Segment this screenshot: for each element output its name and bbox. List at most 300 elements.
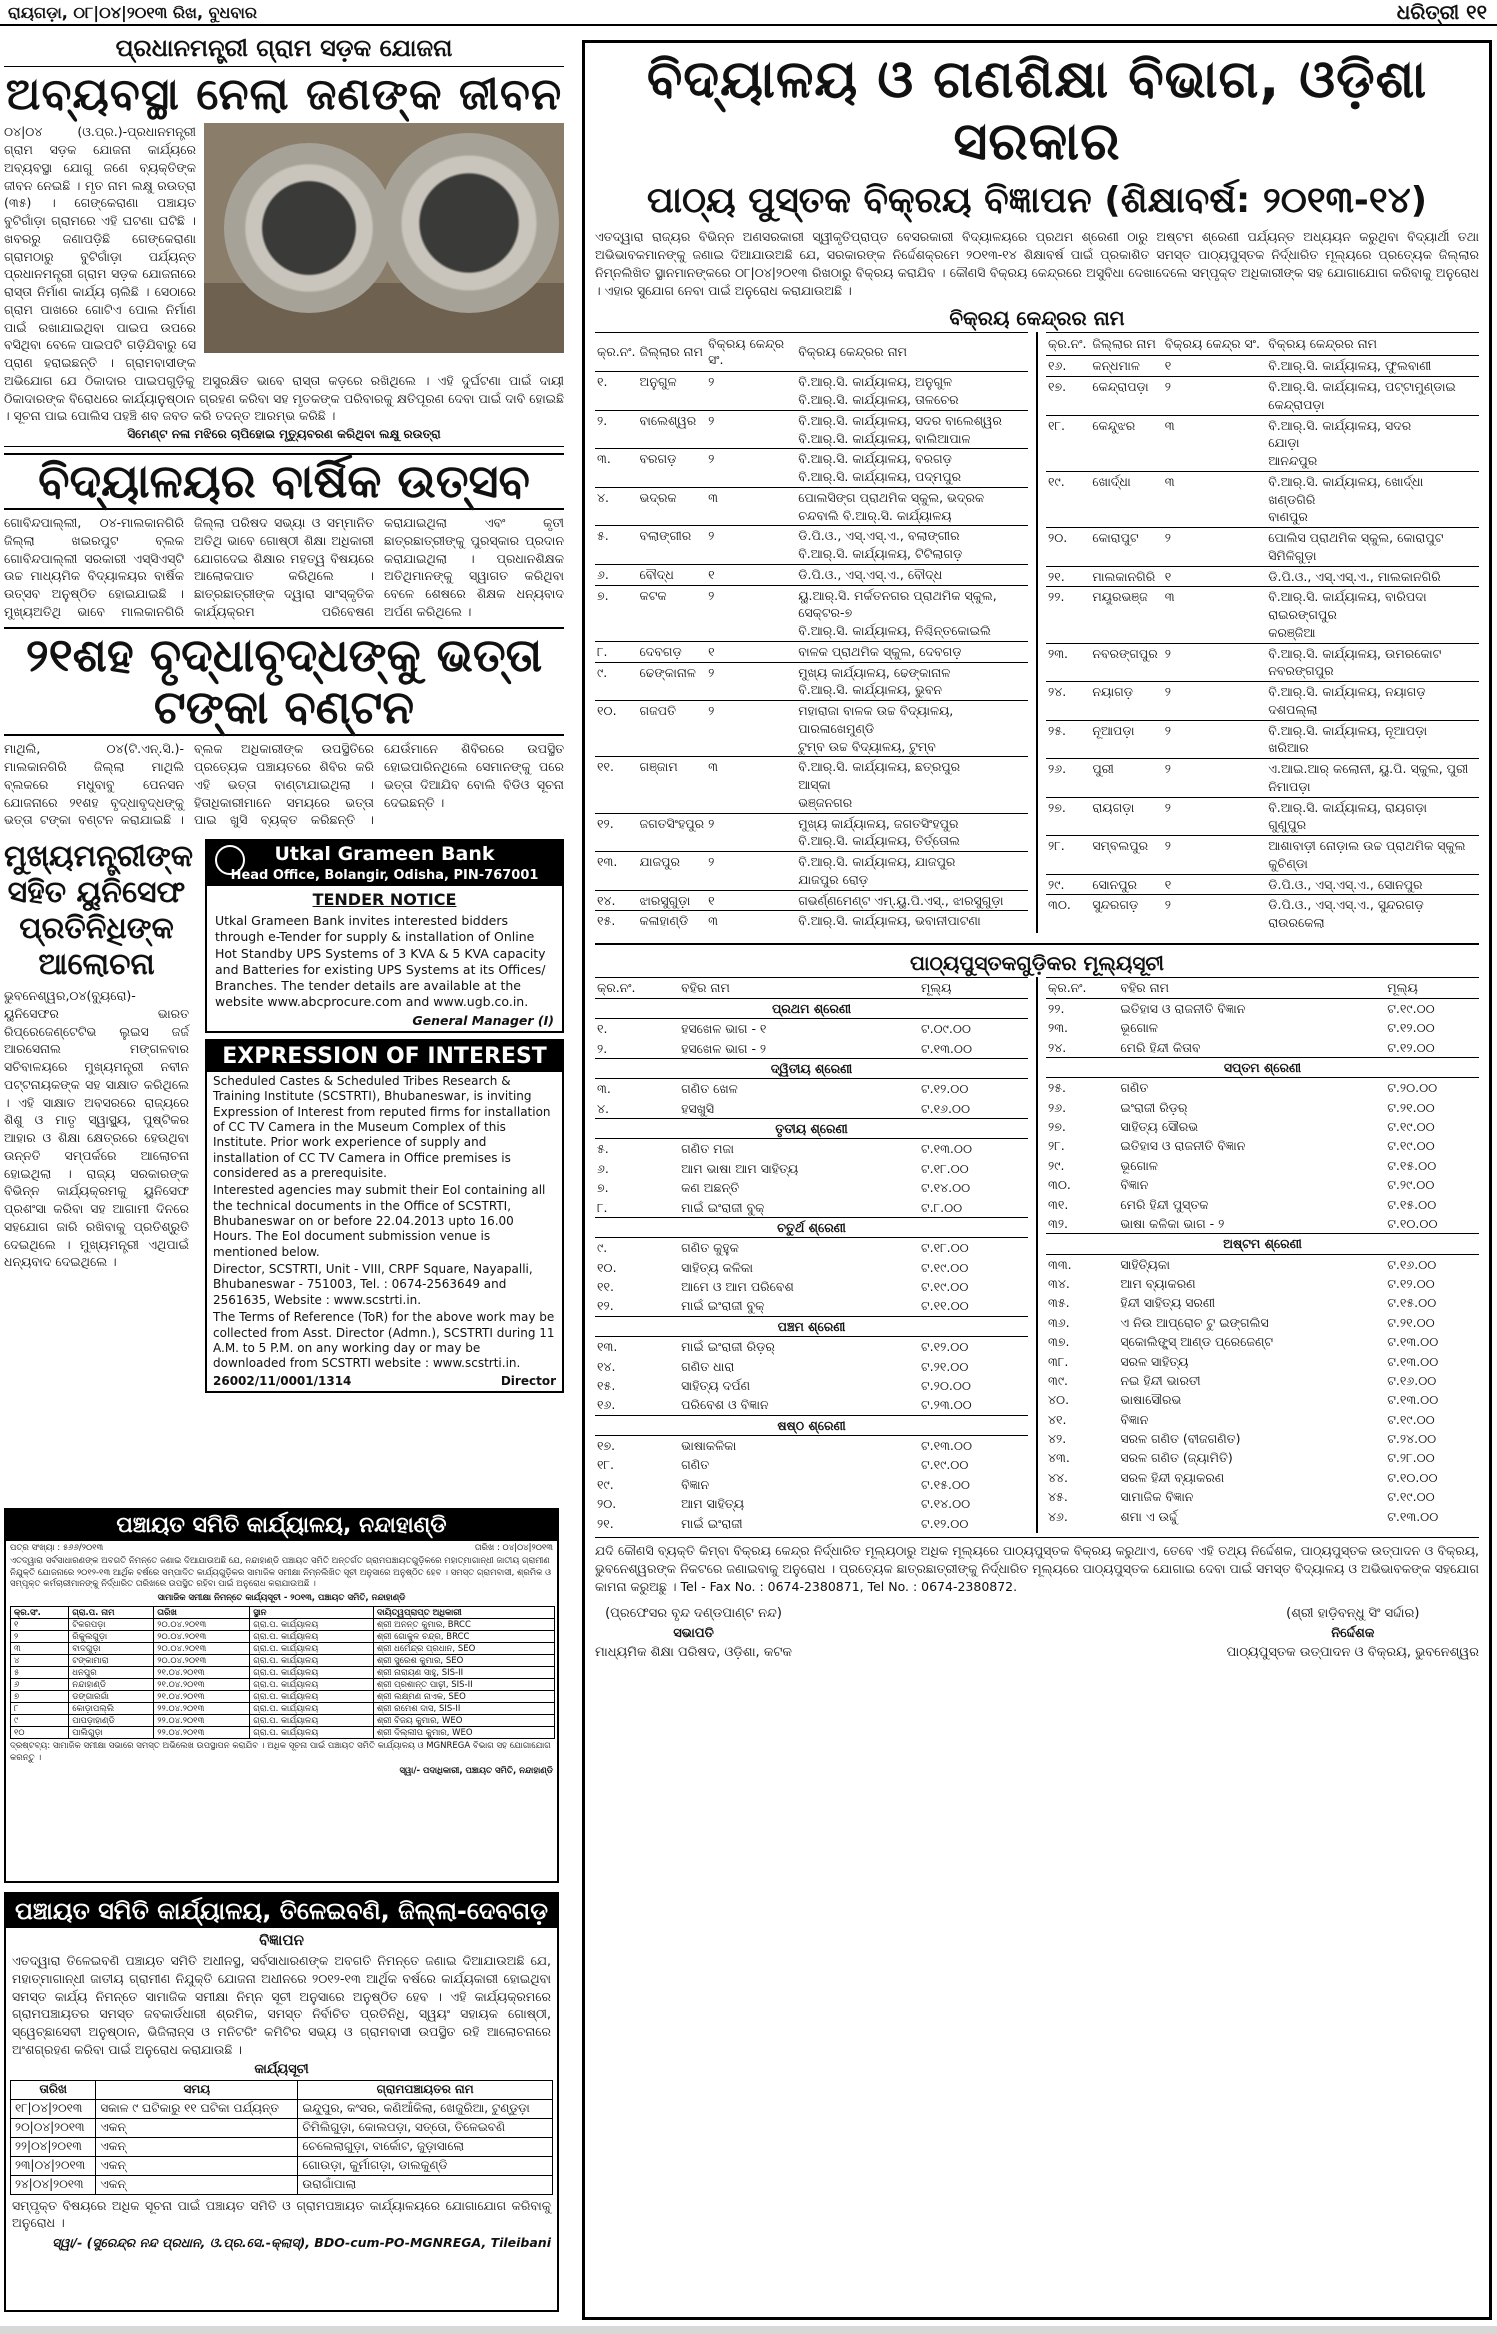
table-cell: ଗ୍ରା.ପ. କାର୍ଯ୍ୟାଳୟ xyxy=(250,1679,374,1691)
table-cell: ୨୦.୦୪.୨୦୧୩ xyxy=(154,1631,250,1643)
table-cell: ଏକନ୍ xyxy=(96,2175,298,2194)
book-price: ଟ.୧୬.୦୦ xyxy=(920,1100,971,1116)
price-cell: ୫. xyxy=(597,1141,609,1157)
grade-row xyxy=(595,1058,1028,1078)
center-header-cell: ବିକ୍ରୟ କେନ୍ଦ୍ରର ନାମ xyxy=(1266,333,1479,356)
center-row xyxy=(1046,471,1479,527)
center-cell: ୨ xyxy=(706,813,796,852)
price-cell: ୨୪. xyxy=(1048,1039,1067,1055)
book-price: ଟ.୧୯.୦୦ xyxy=(1387,1411,1435,1427)
eoi-sign: Director xyxy=(500,1373,556,1388)
eoi-p1: Scheduled Castes & Scheduled Tribes Research & Training Institute (SCSTRTI), Bhubaneswar, is inviting Expression of Interest from reputed firms for installation of CC TV Camera in the Museum Complex of this Institute. Prior work experience of supply and installation of CC TV Camera in Office premises is considered as a prerequisite. xyxy=(213,1073,551,1180)
centers-tables xyxy=(595,332,1479,933)
book-name: ଗଣିତ କୁହୁକ xyxy=(681,1240,739,1256)
center-places: ବି.ଆର୍‌.ସି. କାର୍ଯ୍ୟାଳୟ, ଉମରକୋଟ ନବରଙ୍ଗପୁର xyxy=(1266,643,1479,682)
book-price: ଟ.୧୨.୦୦ xyxy=(1387,1276,1435,1292)
book-price: ଟ.୧୧.୦୦ xyxy=(920,1298,969,1314)
book-price: ଟ.୧୨.୦୦ xyxy=(920,1339,969,1355)
book-price: ଟ.୧୯.୦୦ xyxy=(920,1259,969,1275)
table-row xyxy=(11,2175,553,2194)
center-cell: ୪. xyxy=(595,487,638,526)
price-cell: ୨. xyxy=(597,1040,608,1056)
table-cell: ଡଙ୍ଗାରଗାଁ xyxy=(69,1691,154,1703)
price-cell: ୩୪. xyxy=(1048,1276,1070,1292)
book-price: ଟ.୨୦.୦୦ xyxy=(1387,1080,1438,1096)
table-cell: ଚିମିଲିଗୁଡ଼ା, କୋଲପଡ଼ା, ସତ୍ତୋ, ତିଳେଇବଣି xyxy=(298,2118,553,2137)
center-cell: ୧୮. xyxy=(1046,415,1090,471)
center-cell: ବାଲେଶ୍ୱର xyxy=(638,410,707,449)
book-price: ଟ.୧୨.୦୦ xyxy=(1387,1039,1435,1055)
center-header-cell: ଜିଲ୍ଲାର ନାମ xyxy=(638,333,707,372)
book-name: ହିନ୍ଦୀ ସାହିତ୍ୟ ସରଣୀ xyxy=(1120,1295,1216,1311)
price-cell: ୮. xyxy=(597,1199,608,1215)
price-row xyxy=(1046,1136,1479,1155)
nandahandi-table-title: ସାମାଜିକ ସମୀକ୍ଷା ନିମନ୍ତେ କାର୍ଯ୍ୟସୂଚୀ - ୨୦୧୩, ପଞ୍ଚାୟତ ସମିତି, ନନ୍ଦାହାଣ୍ଡି xyxy=(157,1592,406,1603)
center-row xyxy=(1046,759,1479,798)
center-places: ବି.ଆର୍‌.ସି. କାର୍ଯ୍ୟାଳୟ, ଯାଜପୁର ଯାଜପୁର ରୋଡ଼ xyxy=(796,852,1028,891)
nandahandi-text: ଏତଦ୍ୱାରା ସର୍ବସାଧାରଣଙ୍କ ଅବଗତି ନିମନ୍ତେ ଜଣାଇ ଦିଆଯାଉଅଛି ଯେ, ନନ୍ଦାହାଣ୍ଡି ପଞ୍ଚାୟତ ସମିତି ଅନ୍ତର୍ଗତ ଗ୍ରାମପଞ୍ଚାୟତଗୁଡ଼ିକରେ ମହାତ୍ମାଗାନ୍ଧୀ ଜାତୀୟ ଗ୍ରାମୀଣ ନିଯୁକ୍ତି ଯୋଜନାରେ ୨୦୧୨-୧୩ ଆର୍ଥିକ ବର୍ଷରେ ସମ୍ପାଦିତ କାର୍ଯ୍ୟଗୁଡ଼ିକର ସାମାଜିକ ସମୀକ୍ଷା ନିମ୍ନଲିଖିତ ସୂଚୀ ଅନୁସାରେ ଅନୁଷ୍ଠିତ ହେବ । ସମସ୍ତ ଗ୍ରାମବାସୀ, ଶ୍ରମିକ ଓ ସମ୍ପୃକ୍ତ କର୍ମଚାରୀମାନଙ୍କୁ ନିର୍ଦ୍ଧାରିତ ତାରିଖରେ ଉପସ୍ଥିତ ରହିବା ପାଇଁ ଅନୁରୋଧ କରାଯାଉଅଛି । xyxy=(10,1556,552,1590)
table-cell: ଏକନ୍ xyxy=(96,2137,298,2156)
center-cell: ୭. xyxy=(595,585,638,641)
price-cell: ୨୨. xyxy=(1048,1000,1065,1016)
book-price: ଟ.୧୨.୦୦ xyxy=(1387,1020,1435,1036)
center-cell: ୨୪. xyxy=(1046,682,1090,721)
center-header-cell: ବିକ୍ରୟ କେନ୍ଦ୍ରର ନାମ xyxy=(796,333,1028,372)
center-cell: ମୟୂରଭଞ୍ଜ xyxy=(1090,587,1162,643)
book-name: ଆମ ଭାଷା ଆମ ସାହିତ୍ୟ xyxy=(681,1160,799,1176)
nandahandi-title: ପଞ୍ଚାୟତ ସମିତି କାର୍ଯ୍ୟାଳୟ, ନନ୍ଦାହାଣ୍ଡି xyxy=(6,1510,557,1541)
center-cell: ୧୦. xyxy=(595,701,638,757)
table-cell: ୨୨.୦୪.୨୦୧୩ xyxy=(154,1703,250,1715)
center-row xyxy=(595,410,1028,449)
price-row xyxy=(595,1039,1028,1059)
grade-label: ପ୍ରଥମ ଶ୍ରେଣୀ xyxy=(595,998,1028,1018)
center-places: ବି.ଆର୍‌.ସି. କାର୍ଯ୍ୟାଳୟ, ପଟ୍ଟାମୁଣ୍ଡାଇ କେନ୍ଦ୍ରାପଡ଼ା xyxy=(1266,377,1479,416)
center-places: ଡି.ପି.ଓ., ଏସ୍‌.ଏସ୍‌.ଏ., ବଲାଙ୍ଗୀର ବି.ଆର୍‌.ସି. କାର୍ଯ୍ୟାଳୟ, ଟିଟିଲାଗଡ଼ xyxy=(796,526,1028,565)
book-price: ଟ.୨୯.୦୦ xyxy=(1387,1177,1435,1193)
price-row xyxy=(1046,1117,1479,1136)
center-cell: ୯. xyxy=(595,662,638,701)
price-cell: ୨୬. xyxy=(1048,1099,1067,1115)
center-cell: ବୌଦ୍ଧ xyxy=(638,564,707,585)
center-row xyxy=(1046,566,1479,587)
center-row xyxy=(595,487,1028,526)
table-cell: ଗ୍ରା.ପ. କାର୍ଯ୍ୟାଳୟ xyxy=(250,1703,374,1715)
centers-table-left xyxy=(595,332,1028,931)
bank-name: Utkal Grameen Bank xyxy=(207,841,562,867)
photo-caption: ସିମେଣ୍ଟ ନଳା ମଝିରେ ଚାପିହୋଇ ମୃତ୍ୟୁବରଣ କରିଥିବା ଲକ୍ଷୁ ରଉତ୍ରା xyxy=(4,425,564,447)
center-row xyxy=(1046,682,1479,721)
center-row xyxy=(1046,356,1479,377)
book-name: ମେରି ହିନ୍ଦୀ ପୁସ୍ତକ xyxy=(1120,1196,1209,1212)
book-price: ଟ.୧୦.୦୦ xyxy=(1387,1469,1438,1485)
table-cell: ଗ୍ରା.ପ. କାର୍ଯ୍ୟାଳୟ xyxy=(250,1631,374,1643)
table-cell: ୯ xyxy=(11,1715,69,1727)
price-row xyxy=(1046,1078,1479,1098)
center-cell: ୨୧. xyxy=(1046,566,1090,587)
center-cell: ଢେଙ୍କାନାଳ xyxy=(638,662,707,701)
center-row xyxy=(595,757,1028,813)
center-cell: ରାୟଗଡ଼ା xyxy=(1090,797,1162,836)
center-cell: ଜଗତସିଂହପୁର xyxy=(638,813,707,852)
center-places: ବି.ଆର୍‌.ସି. କାର୍ଯ୍ୟାଳୟ, ସଦର ଯୋଡ଼ା ଆନନ୍ଦପୁର xyxy=(1266,415,1479,471)
book-price: ଟ.୧୫.୦୦ xyxy=(1387,1295,1437,1311)
tender-sign: General Manager (I) xyxy=(412,1012,554,1028)
price-row xyxy=(595,1337,1028,1357)
book-price: ଟ.୧୨.୦୦ xyxy=(920,1081,969,1097)
price-cell: ୨୧. xyxy=(597,1515,614,1531)
book-name: ବିଜ୍ଞାନ xyxy=(1120,1411,1149,1427)
book-name: ସରଳ ଗଣିତ (ବୀଜଗଣିତ) xyxy=(1120,1431,1241,1447)
book-name: ଭୂଗୋଳ xyxy=(1120,1020,1158,1036)
center-cell: ପୁରୀ xyxy=(1090,759,1162,798)
bank-logo-icon xyxy=(215,845,245,875)
price-row xyxy=(1046,1313,1479,1332)
eoi-notice xyxy=(205,1039,564,1393)
center-row xyxy=(595,911,1028,931)
book-name: ଇତିହାସ ଓ ରାଜନୀତି ବିଜ୍ଞାନ xyxy=(1120,1138,1246,1154)
center-cell: ସମ୍ବଲପୁର xyxy=(1090,836,1162,875)
article3-headline: ୨୧ଶହ ବୃଦ୍ଧାବୃଦ୍ଧଙ୍କୁ ଭତ୍ତା ଟଙ୍କା ବଣ୍ଟନ xyxy=(4,627,564,737)
book-price: ଟ.୧୯.୦୦ xyxy=(1387,1489,1435,1505)
book-price: ଟ.୧୩.୦୦ xyxy=(1387,1392,1439,1408)
center-cell: କଳାହାଣ୍ଡି xyxy=(638,911,707,931)
center-cell: ଦେବଗଡ଼ xyxy=(638,641,707,662)
center-cell: ୨ xyxy=(1163,759,1267,798)
table-row xyxy=(11,1619,555,1631)
center-cell: ୨୬. xyxy=(1046,759,1090,798)
center-places: ଡି.ପି.ଓ., ଏସ୍‌.ଏସ୍‌.ଏ., ସୁନ୍ଦରଗଡ଼ ରାଉରକେଲା xyxy=(1266,895,1479,933)
table-cell: ୨୦.୦୪.୨୦୧୩ xyxy=(154,1619,250,1631)
table-cell: ୨୨|୦୪|୨୦୧୩ xyxy=(11,2137,96,2156)
nandahandi-header-cell: ଦାୟିତ୍ୱପ୍ରାପ୍ତ ଅଧିକାରୀ xyxy=(373,1607,554,1619)
book-name: ସରଳ ହିନ୍ଦୀ ବ୍ୟାକରଣ xyxy=(1120,1469,1225,1485)
center-cell: କୋରାପୁଟ xyxy=(1090,528,1162,567)
book-name: କଣ ଅଛନ୍ତି xyxy=(681,1180,740,1196)
notice-title: ବିଦ୍ୟାଳୟ ଓ ଗଣଶିକ୍ଷା ବିଭାଗ, ଓଡ଼ିଶା ସରକାର xyxy=(646,50,1428,173)
price-row xyxy=(1046,1195,1479,1214)
center-cell: ୨ xyxy=(706,662,796,701)
price-cell: ୯. xyxy=(597,1240,608,1256)
notice-intro: ଏତଦ୍ୱାରା ରାଜ୍ୟର ବିଭିନ୍ନ ଅଣସରକାରୀ ସ୍ୱୀକୃତିପ୍ରାପ୍ତ ବେସରକାରୀ ବିଦ୍ୟାଳୟରେ ପ୍ରଥମ ଶ୍ରେଣୀ ଠାରୁ ଅଷ୍ଟମ ଶ୍ରେଣୀ ପର୍ଯ୍ୟନ୍ତ ଅଧ୍ୟୟନ କରୁଥିବା ବିଦ୍ୟାର୍ଥୀ ତଥା ଅଭିଭାବକମାନଙ୍କୁ ଜଣାଇ ଦିଆଯାଉଅଛି ଯେ, ସରକାରଙ୍କ ନିର୍ଦ୍ଦେଶକ୍ରମେ ୨୦୧୩-୧୪ ଶିକ୍ଷାବର୍ଷ ପାଇଁ ପ୍ରକାଶିତ ସମସ୍ତ ପାଠ୍ୟପୁସ୍ତକ ନିର୍ଦ୍ଧାରିତ ମୂଲ୍ୟରେ ପ୍ରତ୍ୟେକ ଜିଲ୍ଲାର ନିମ୍ନଲିଖିତ ସ୍ଥାନମାନଙ୍କରେ ୦୮|୦୪|୨୦୧୩ ରିଖଠାରୁ ବିକ୍ରୟ କରାଯିବ । କୌଣସି ବିକ୍ରୟ କେନ୍ଦ୍ରରେ ଅସୁବିଧା ଦେଖାଦେଲେ ସମ୍ପୃକ୍ତ ଅଧିକାରୀଙ୍କ ସହ ଯୋଗାଯୋଗ କରିବାକୁ ଅନୁରୋଧ । ଏହାର ସୁଯୋଗ ନେବା ପାଇଁ ଅନୁରୋଧ କରାଯାଉଅଛି । xyxy=(595,228,1479,299)
table-cell: ଶ୍ରୀ ପ୍ରଶାନ୍ତ ପାଢ଼ୀ, SIS-II xyxy=(373,1679,554,1691)
price-cell: ୩୭. xyxy=(1048,1334,1070,1350)
notice-subtitle: ପାଠ୍ୟ ପୁସ୍ତକ ବିକ୍ରୟ ବିଜ୍ଞାପନ (ଶିକ୍ଷାବର୍ଷ: ୨୦୧୩-୧୪) xyxy=(646,179,1428,221)
table-cell: ନନ୍ଦାହାଣ୍ଡି xyxy=(69,1679,154,1691)
table-cell: ୧୦ xyxy=(11,1727,69,1739)
tileibani-notice xyxy=(4,1892,559,2312)
price-cell: ୧୪. xyxy=(597,1358,616,1374)
center-cell: ମାଲକାନଗିରି xyxy=(1090,566,1162,587)
nandahandi-sign: ସ୍ୱା/- ପଦାଧିକାରୀ, ପଞ୍ଚାୟତ ସମିତି, ନନ୍ଦାହାଣ୍ଡି xyxy=(399,1766,553,1777)
table-cell: ଗ୍ରା.ପ. କାର୍ଯ୍ୟାଳୟ xyxy=(250,1715,374,1727)
book-price: ଟ.୧୩.୦୦ xyxy=(920,1438,973,1454)
table-cell: ଇନ୍ଦୁପୁର, କଂସର, କଣିଆଁକିଲା, ଖେଜୁରିଆ, ଟୁଣ୍ଡୁଡ଼ା xyxy=(298,2099,553,2118)
price-header-cell: ମୂଲ୍ୟ xyxy=(919,977,1028,998)
nandahandi-notice xyxy=(4,1508,559,1883)
center-cell: ୩ xyxy=(1163,587,1267,643)
table-cell: ୨ xyxy=(11,1631,69,1643)
grade-row xyxy=(595,1415,1028,1435)
table-cell: ଗ୍ରା.ପ. କାର୍ଯ୍ୟାଳୟ xyxy=(250,1727,374,1739)
price-cell: ୧. xyxy=(597,1021,608,1037)
center-cell: ୨୦. xyxy=(1046,528,1090,567)
price-row xyxy=(595,1258,1028,1277)
price-row xyxy=(595,1277,1028,1296)
price-row xyxy=(595,1376,1028,1395)
center-cell: ୨ xyxy=(706,701,796,757)
grade-row xyxy=(1046,1234,1479,1254)
table-cell: ଟିକରପଡ଼ା xyxy=(69,1619,154,1631)
centers-heading: ବିକ୍ରୟ କେନ୍ଦ୍ରର ନାମ xyxy=(949,306,1125,331)
book-price: ଟ.୧୬.୦୦ xyxy=(1387,1372,1437,1388)
center-row xyxy=(1046,377,1479,416)
notice-footer: ଯଦି କୌଣସି ବ୍ୟକ୍ତି କିମ୍ବା ବିକ୍ରୟ କେନ୍ଦ୍ର ନିର୍ଦ୍ଧାରିତ ମୂଲ୍ୟଠାରୁ ଅଧିକ ମୂଲ୍ୟରେ ପାଠ୍ୟପୁସ୍ତକ ବିକ୍ରୟ କରୁଥାଏ, ତେବେ ଏହି ତଥ୍ୟ ନିର୍ଦ୍ଦେଶକ, ପାଠ୍ୟପୁସ୍ତକ ଉତ୍ପାଦନ ଓ ବିକ୍ରୟ, ଭୁବନେଶ୍ୱରଙ୍କ ନିକଟରେ ଜଣାଇବାକୁ ଅନୁରୋଧ । ପ୍ରତ୍ୟେକ ଛାତ୍ରଛାତ୍ରୀଙ୍କୁ ନିର୍ଦ୍ଧାରିତ ମୂଲ୍ୟରେ ପାଠ୍ୟପୁସ୍ତକ ଯୋଗାଇ ଦେବା ପାଇଁ ସମସ୍ତ ବିଦ୍ୟାଳୟ ଓ ଅଭିଭାବକଙ୍କ ସହଯୋଗ କାମନା କରୁଅଛୁ । Tel - Fax No. : 0674-2380871, Tel No. : 0674-2380872. xyxy=(595,1537,1479,1596)
book-name: ନଇ ହିନ୍ଦୀ ଭାରତୀ xyxy=(1120,1372,1201,1388)
page-number: ଧରିତ୍ରୀ ୧୧ xyxy=(1396,0,1487,24)
table-cell: ଶ୍ରୀ ଗୋକୁଳ ଚନ୍ଦ୍ର, BRCC xyxy=(373,1631,554,1643)
center-cell: ୧୩. xyxy=(595,852,638,891)
book-name: ମାଇଁ ଇଂରାଜୀ xyxy=(681,1515,743,1531)
table-row xyxy=(11,1691,555,1703)
center-places: ଡି.ପି.ଓ., ଏସ୍‌.ଏସ୍‌.ଏ., ସୋନପୁର xyxy=(1266,874,1479,895)
price-header-cell: ବହିର ନାମ xyxy=(1118,977,1385,998)
center-cell: ୩ xyxy=(706,487,796,526)
book-name: ଇତିହାସ ଓ ରାଜନୀତି ବିଜ୍ଞାନ xyxy=(1120,1000,1246,1016)
center-places: ବି.ଆର୍‌.ସି. କାର୍ଯ୍ୟାଳୟ, ଫୁଲବାଣୀ xyxy=(1266,356,1479,377)
grade-label: ଅଷ୍ଟମ ଶ୍ରେଣୀ xyxy=(1046,1234,1479,1254)
price-cell: ୬. xyxy=(597,1160,609,1176)
table-cell: ୨୧.୦୪.୨୦୧୩ xyxy=(154,1679,250,1691)
price-row xyxy=(1046,1214,1479,1234)
book-price: ଟ.୨୧.୦୦ xyxy=(920,1358,969,1374)
table-cell: ଗ୍ରା.ପ. କାର୍ଯ୍ୟାଳୟ xyxy=(250,1619,374,1631)
price-cell: ୧୬. xyxy=(597,1397,616,1413)
nandahandi-header-cell: ତାରିଖ xyxy=(154,1607,250,1619)
book-price: ଟ.୧୯.୦୦ xyxy=(1387,1000,1435,1016)
price-header-cell: ମୂଲ୍ୟ xyxy=(1385,977,1479,998)
grade-label: ସପ୍ତମ ଶ୍ରେଣୀ xyxy=(1046,1057,1479,1077)
table-cell: ୨୦.୦୪.୨୦୧୩ xyxy=(154,1643,250,1655)
book-price: ଟ.୧୪.୦୦ xyxy=(920,1496,971,1512)
masthead xyxy=(0,0,1497,26)
table-cell: ୭ xyxy=(11,1691,69,1703)
tileibani-bottom: ସମ୍ପୃକ୍ତ ବିଷୟରେ ଅଧିକ ସୂଚନା ପାଇଁ ପଞ୍ଚାୟତ ସମିତି ଓ ଗ୍ରାମପଞ୍ଚାୟତ କାର୍ଯ୍ୟାଳୟରେ ଯୋଗାଯୋଗ କରିବାକୁ ଅନୁରୋଧ । xyxy=(12,2197,551,2231)
center-cell: ୨୯. xyxy=(1046,874,1090,895)
book-price: ଟ.୧୦.୦୦ xyxy=(1387,1215,1438,1231)
book-price: ଟ.୨୧.୦୦ xyxy=(1387,1099,1435,1115)
table-cell: ଟଙ୍କାମାରା xyxy=(69,1655,154,1667)
center-places: ବି.ଆର୍‌.ସି. କାର୍ଯ୍ୟାଳୟ, ବରଗଡ଼ ବି.ଆର୍‌.ସି. କାର୍ଯ୍ୟାଳୟ, ପଦ୍ମପୁର xyxy=(796,449,1028,488)
eoi-p3: Director, SCSTRTI, Unit - VIII, CRPF Square, Nayapalli, Bhubaneswar - 751003, Tel. : 0674-2563649 and 2561635, Website : www.scstrti.in. xyxy=(213,1262,533,1307)
center-places: ବି.ଆର୍‌.ସି. କାର୍ଯ୍ୟାଳୟ, ଅନୁଗୁଳ ବି.ଆର୍‌.ସି. କାର୍ଯ୍ୟାଳୟ, ତାଳଚେର xyxy=(796,372,1028,411)
signature-left: (ପ୍ରଫେସର ବୃନ୍ଦ ଦଣ୍ଡପାଣ୍ଟ ନନ୍ଦ) ସଭାପତି ମାଧ୍ୟମିକ ଶିକ୍ଷା ପରିଷଦ, ଓଡ଼ିଶା, କଟକ xyxy=(595,1606,793,1661)
center-cell: ନୂଆପଡ଼ା xyxy=(1090,720,1162,759)
price-cell: ୨୫. xyxy=(1048,1080,1066,1096)
book-name: ଭାଷାସୌରଭ xyxy=(1120,1392,1182,1408)
table-cell: ଧନପୁର xyxy=(69,1667,154,1679)
article1-kicker: ପ୍ରଧାନମନ୍ତ୍ରୀ ଗ୍ରାମ ସଡ଼କ ଯୋଜନା xyxy=(4,30,564,67)
table-cell: ଏକନ୍ xyxy=(96,2118,298,2137)
book-name: ହସଖୁସି xyxy=(681,1100,715,1116)
center-places: ବି.ଆର୍‌.ସି. କାର୍ଯ୍ୟାଳୟ, ରାୟଗଡ଼ା ଗୁଣୁପୁର xyxy=(1266,797,1479,836)
center-row xyxy=(595,526,1028,565)
center-cell: ୨ xyxy=(706,526,796,565)
price-row xyxy=(595,1395,1028,1415)
book-price: ଟ.୧୯.୦୦ xyxy=(920,1457,969,1473)
center-cell: ୨୫. xyxy=(1046,720,1090,759)
price-row xyxy=(595,1514,1028,1533)
price-cell: ୪. xyxy=(597,1100,609,1116)
book-name: ଗଣିତ ମଜା xyxy=(681,1141,734,1157)
center-cell: ଗଞ୍ଜାମ xyxy=(638,757,707,813)
price-cell: ୨୭. xyxy=(1048,1119,1066,1135)
price-cell: ୪୫. xyxy=(1048,1489,1068,1505)
grade-label: ଷଷ୍ଠ ଶ୍ରେଣୀ xyxy=(595,1415,1028,1435)
book-name: ମାଇଁ ଇଂରାଜୀ ବୁକ୍ xyxy=(681,1199,765,1215)
center-cell: ୨୨. xyxy=(1046,587,1090,643)
book-name: ବିଜ୍ଞାନ xyxy=(681,1476,710,1492)
center-cell: ୩ xyxy=(706,757,796,813)
table-cell: ଗ୍ରା.ପ. କାର୍ଯ୍ୟାଳୟ xyxy=(250,1691,374,1703)
center-row xyxy=(595,641,1028,662)
book-price: ଟ.୧୩.୦୦ xyxy=(1387,1334,1439,1350)
book-name: ଆମ ବ୍ୟାକରଣ xyxy=(1120,1276,1196,1292)
center-cell: ୬. xyxy=(595,564,638,585)
nandahandi-header-cell: ସ୍ଥାନ xyxy=(250,1607,374,1619)
center-header-cell: ବିକ୍ରୟ କେନ୍ଦ୍ର ସଂ. xyxy=(706,333,796,372)
center-row xyxy=(595,662,1028,701)
center-cell: ୨୩. xyxy=(1046,643,1090,682)
tileibani-title: ପଞ୍ଚାୟତ ସମିତି କାର୍ଯ୍ୟାଳୟ, ତିଳେଇବଣି, ଜିଲ୍ଲା-ଦେବଗଡ଼ xyxy=(6,1894,557,1928)
price-cell: ୧୩. xyxy=(597,1339,618,1355)
table-cell: ଏକନ୍ xyxy=(96,2156,298,2175)
price-row xyxy=(1046,1018,1479,1037)
price-row xyxy=(595,1494,1028,1513)
book-price: ଟ.୧୩.୦୦ xyxy=(920,1141,973,1157)
center-places: ବି.ଆର୍‌.ସି. କାର୍ଯ୍ୟାଳୟ, ବାରିପଦା ରାଇରଙ୍ଗପୁର କରଞ୍ଜିଆ xyxy=(1266,587,1479,643)
center-cell: କେନ୍ଦ୍ରାପଡ଼ା xyxy=(1090,377,1162,416)
center-cell: ୧ xyxy=(706,564,796,585)
center-cell: ୨ xyxy=(706,585,796,641)
price-cell: ୩୦. xyxy=(1048,1177,1071,1193)
book-price: ଟ.୧୩.୦୦ xyxy=(1387,1353,1439,1369)
book-name: ଗଣିତ xyxy=(1120,1080,1149,1096)
center-row xyxy=(1046,528,1479,567)
page-bottom-strip xyxy=(0,2326,1497,2334)
center-places: ବାଳକ ପ୍ରାଥମିକ ସ୍କୁଲ, ଦେବଗଡ଼ xyxy=(796,641,1028,662)
price-cell: ୧୨. xyxy=(597,1298,614,1314)
price-row xyxy=(595,1079,1028,1099)
table-cell: ୨୧.୦୪.୨୦୧୩ xyxy=(154,1691,250,1703)
table-cell: ଉରାଗାଁପାଲା xyxy=(298,2175,553,2194)
center-places: ବି.ଆର୍‌.ସି. କାର୍ଯ୍ୟାଳୟ, ନୂଆପଡ଼ା ଖରିଆର xyxy=(1266,720,1479,759)
center-cell: ୧ xyxy=(1163,356,1267,377)
table-cell: ପାପଡ଼ାହାଣ୍ଡି xyxy=(69,1715,154,1727)
center-cell: ଝାରସୁଗୁଡ଼ା xyxy=(638,890,707,911)
center-cell: ୧ xyxy=(706,641,796,662)
book-name: ଇଂରାଜୀ ରିଡ଼ର୍ xyxy=(1120,1099,1188,1115)
book-name: ଗଣିତ xyxy=(681,1457,710,1473)
center-row xyxy=(595,852,1028,891)
eoi-ref: 26002/11/0001/1314 xyxy=(213,1373,352,1388)
table-cell: ଶ୍ରୀ ନାରାୟଣ ସାହୁ, SIS-II xyxy=(373,1667,554,1679)
book-name: ଭାଷା କଳିକା ଭାଗ - ୨ xyxy=(1120,1215,1225,1231)
price-row xyxy=(1046,1038,1479,1058)
nandahandi-date: ତାରିଖ : ୦୪|୦୪|୨୦୧୩ xyxy=(474,1543,553,1553)
eoi-title: EXPRESSION OF INTEREST xyxy=(207,1041,562,1072)
book-price: ଟ.୧୬.୦୦ xyxy=(1387,1256,1437,1272)
price-row xyxy=(1046,1448,1479,1467)
price-row xyxy=(1046,998,1479,1018)
table-cell: ଗ୍ରା.ପ. କାର୍ଯ୍ୟାଳୟ xyxy=(250,1667,374,1679)
table-cell: ୧୮|୦୪|୨୦୧୩ xyxy=(11,2099,96,2118)
center-row xyxy=(1046,797,1479,836)
signature-right: (ଶ୍ରୀ ହାଡ଼ିବନ୍ଧୁ ସିଂ ସର୍ଦ୍ଦାର) ନିର୍ଦ୍ଦେଶକ ପାଠ୍ୟପୁସ୍ତକ ଉତ୍ପାଦନ ଓ ବିକ୍ରୟ, ଭୁବନେଶ୍ୱର xyxy=(1226,1606,1479,1661)
table-cell: ଶ୍ରୀ ବିଜୟ କୁମାର, WEO xyxy=(373,1715,554,1727)
table-cell: ୨୨.୦୪.୨୦୧୩ xyxy=(154,1715,250,1727)
price-cell: ୨୯. xyxy=(1048,1157,1065,1173)
book-price: ଟ.୧୩.୦୦ xyxy=(920,1040,973,1056)
price-cell: ୪୪. xyxy=(1048,1469,1068,1485)
table-cell: ୫ xyxy=(11,1667,69,1679)
grade-row xyxy=(595,1217,1028,1237)
center-places: ପୋଲସିଙ୍ଗ ପ୍ରାଥମିକ ସ୍କୁଲ, ଭଦ୍ରକ ଚନ୍ଦବାଲି ବି.ଆର୍‌.ସି. କାର୍ଯ୍ୟାଳୟ xyxy=(796,487,1028,526)
table-cell: ୬ xyxy=(11,1679,69,1691)
tileibani-header-cell: ତାରିଖ xyxy=(11,2080,96,2099)
table-cell: ୨୪|୦୪|୨୦୧୩ xyxy=(11,2175,96,2194)
tileibani-header-cell: ଗ୍ରାମପଞ୍ଚାୟତର ନାମ xyxy=(298,2080,553,2099)
table-row xyxy=(11,1631,555,1643)
bank-office: Head Office, Bolangir, Odisha, PIN-767001 xyxy=(207,867,562,886)
center-cell: ୧ xyxy=(706,890,796,911)
book-name: ହସଖେଳ ଭାଗ - ୧ xyxy=(681,1021,767,1037)
table-row xyxy=(11,1679,555,1691)
table-cell: ୧ xyxy=(11,1619,69,1631)
book-name: ମେରି ହିନ୍ଦୀ କିତାବ xyxy=(1120,1039,1201,1055)
nandahandi-header-cell: ଗ୍ରା.ପ. ନାମ xyxy=(69,1607,154,1619)
center-cell: ଯାଜପୁର xyxy=(638,852,707,891)
center-row xyxy=(595,449,1028,488)
nandahandi-ref: ପତ୍ର ସଂଖ୍ୟା : ୫୬୬/୨୦୧୩ xyxy=(10,1543,104,1553)
table-row xyxy=(11,2099,553,2118)
center-cell: ବରଗଡ଼ xyxy=(638,449,707,488)
book-name: ଗଣିତ ଧାରା xyxy=(681,1358,735,1374)
center-cell: ୨ xyxy=(1163,797,1267,836)
price-cell: ୩୬. xyxy=(1048,1314,1070,1330)
price-row xyxy=(595,1099,1028,1119)
nandahandi-table xyxy=(10,1606,555,1739)
pipe-photo xyxy=(204,123,564,353)
article2-headline: ବିଦ୍ୟାଳୟର ବାର୍ଷିକ ଉତ୍ସବ xyxy=(4,453,564,510)
textbook-sale-notice xyxy=(582,40,1492,2320)
article4-body: ଭୁବନେଶ୍ୱର,୦୪(ବ୍ୟୁରୋ)- ୟୁନିସେଫର ଭାରତ ରିପ୍ରେଜେଣ୍ଟେଟିଭ ଲୁଇସ ଜର୍ଜ ଆରସେନାଲ ମଙ୍ଗଳବାର ସଚିବାଳୟରେ ମୁଖ୍ୟମନ୍ତ୍ରୀ ନବୀନ ପଟ୍ଟନାୟକଙ୍କ ସହ ସାକ୍ଷାତ କରିଥିଲେ । ଏହି ସାକ୍ଷାତ ଅବସରରେ ରାଜ୍ୟରେ ଶିଶୁ ଓ ମାତୃ ସ୍ୱାସ୍ଥ୍ୟ, ପୁଷ୍ଟିକର ଆହାର ଓ ଶିକ୍ଷା କ୍ଷେତ୍ରରେ ହେଉଥିବା ଉନ୍ନତି ସମ୍ପର୍କରେ ଆଲୋଚନା ହୋଇଥିଲା । ରାଜ୍ୟ ସରକାରଙ୍କ ବିଭିନ୍ନ କାର୍ଯ୍ୟକ୍ରମକୁ ୟୁନିସେଫ ପ୍ରଶଂସା କରିବା ସହ ଆଗାମୀ ଦିନରେ ସହଯୋଗ ଜାରି ରଖିବାକୁ ପ୍ରତିଶ୍ରୁତି ଦେଇଥିଲେ । ମୁଖ୍ୟମନ୍ତ୍ରୀ ଏଥିପାଇଁ ଧନ୍ୟବାଦ ଦେଇଥିଲେ । xyxy=(4,988,189,1270)
center-cell: ୨ xyxy=(706,449,796,488)
grade-label: ଦ୍ୱିତୀୟ ଶ୍ରେଣୀ xyxy=(595,1058,1028,1078)
table-cell: ଶ୍ରୀ ଧର୍ମେନ୍ଦ୍ର ପ୍ରଧାନ, SEO xyxy=(373,1643,554,1655)
book-price: ଟ.୦୯.୦୦ xyxy=(920,1021,971,1037)
center-cell: ୧୨. xyxy=(595,813,638,852)
center-cell: ୨. xyxy=(595,410,638,449)
book-name: ହସଖେଳ ଭାଗ - ୨ xyxy=(681,1040,767,1056)
price-row xyxy=(595,1436,1028,1456)
book-name: ବିଜ୍ଞାନ xyxy=(1120,1177,1149,1193)
price-row xyxy=(1046,1293,1479,1312)
table-cell: ଶ୍ରୀ ସୁରେଶ କୁମାର, SEO xyxy=(373,1655,554,1667)
book-name: ଗଣିତ ଖେଳ xyxy=(681,1081,738,1097)
center-cell: ୫. xyxy=(595,526,638,565)
center-cell: ୨ xyxy=(1163,895,1267,933)
